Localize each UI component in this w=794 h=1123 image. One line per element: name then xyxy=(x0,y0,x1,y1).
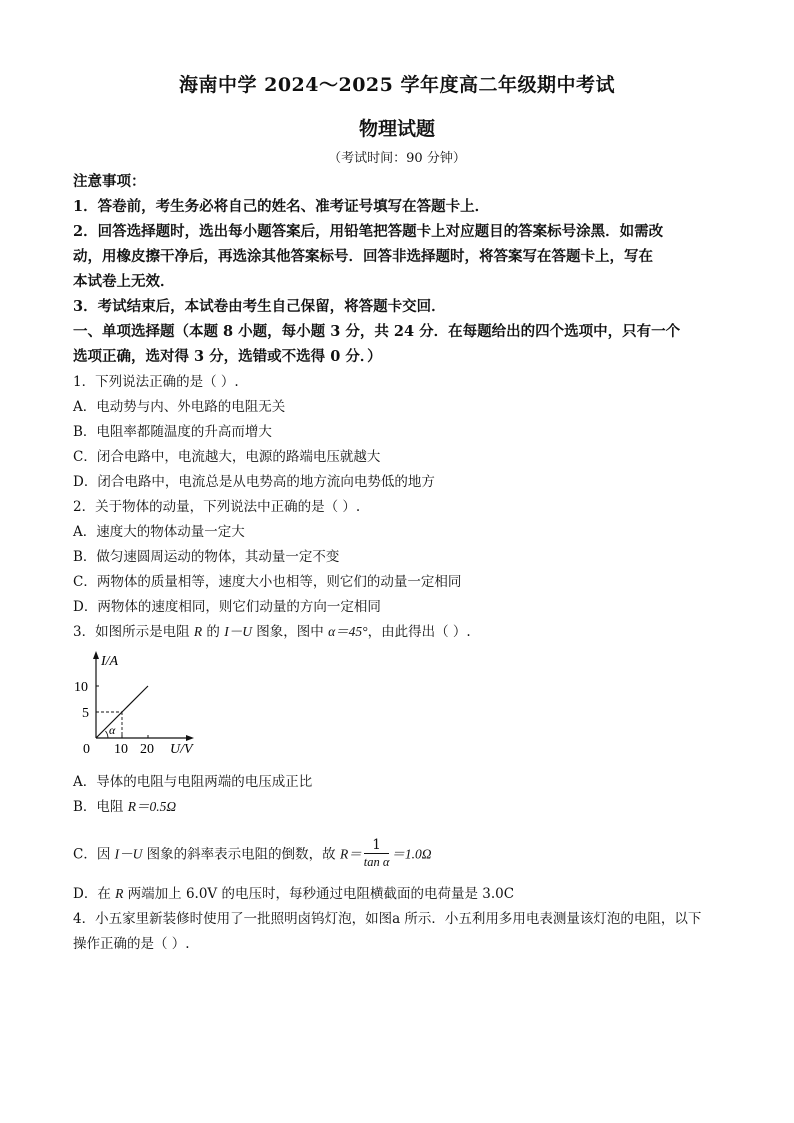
q1-option-a: A．电动势与内、外电路的电阻无关 xyxy=(73,399,286,415)
x-tick-label: 10 xyxy=(114,742,128,757)
q1-option-d: D．闭合电路中，电流总是从电势高的地方流向电势低的地方 xyxy=(73,474,435,490)
q3-stem-mid: 的 xyxy=(202,624,225,640)
q3-stem-pre: 3．如图所示是电阻 xyxy=(73,624,194,640)
q1-option-b: B．电阻率都随温度的升高而增大 xyxy=(73,424,272,440)
q3-c-denominator: tan α xyxy=(363,855,390,869)
note-3: 3．考试结束后，本试卷由考生自己保留，将答题卡交回． xyxy=(73,298,446,315)
q3-c-mid: 图象的斜率表示电阻的倒数，故 xyxy=(142,846,340,863)
q3-stem-r: R xyxy=(193,624,203,639)
q3-b-math: R＝0.5Ω xyxy=(127,799,177,814)
exam-title: 海南中学 2024～2025 学年度高二年级期中考试 xyxy=(179,74,615,96)
q2-stem: 2．关于物体的动量，下列说法中正确的是（ ）. xyxy=(73,499,361,515)
q2-option-d: D．两物体的速度相同，则它们动量的方向一定相同 xyxy=(73,599,381,615)
q3-c-value: ＝1.0Ω xyxy=(391,846,432,862)
q3-d-r: R xyxy=(115,886,124,901)
q3-c-iu: I－U xyxy=(114,846,143,862)
angle-arc xyxy=(106,731,109,738)
y-axis-label: I/A xyxy=(101,654,119,669)
x-axis-label: U/V xyxy=(170,742,193,757)
note-2-line1: 2．回答选择题时，选出每小题答案后，用铅笔把答题卡上对应题目的答案标号涂黑．如需改 xyxy=(73,223,664,240)
angle-label: α xyxy=(109,723,116,737)
q3-option-a: A．导体的电阻与电阻两端的电压成正比 xyxy=(73,774,313,790)
y-axis-arrow xyxy=(93,651,99,659)
q3-d-pre: D．在 xyxy=(73,886,116,902)
q3-b-pre: B．电阻 xyxy=(73,799,128,815)
q3-stem-mid2: 图象，图中 xyxy=(251,624,329,640)
exam-time: （考试时间：90 分钟） xyxy=(328,151,466,166)
q3-stem-post: ，由此得出（ ）. xyxy=(367,624,471,640)
q3-c-numerator: 1 xyxy=(364,837,390,854)
x-tick-label: 0 xyxy=(83,742,90,757)
q2-option-a: A．速度大的物体动量一定大 xyxy=(73,524,245,540)
x-axis-arrow xyxy=(186,735,194,741)
iu-graph xyxy=(72,645,212,760)
q3-stem-alpha: α＝45° xyxy=(328,624,368,639)
exam-subtitle: 物理试题 xyxy=(358,118,435,140)
q3-stem xyxy=(73,622,733,642)
note-2-line3: 本试卷上无效． xyxy=(73,273,175,290)
q4-stem-line2: 操作正确的是（ ）. xyxy=(73,936,190,952)
q3-option-b xyxy=(73,797,733,817)
y-tick-label: 5 xyxy=(82,706,89,721)
section1-line2: 选项正确，选对得 3 分，选错或不选得 0 分．） xyxy=(73,348,382,365)
q1-option-c: C．闭合电路中，电流越大，电源的路端电压就越大 xyxy=(73,449,381,465)
q1-stem: 1．下列说法正确的是（ ）. xyxy=(73,374,239,390)
note-1: 1．答卷前，考生务必将自己的姓名、准考证号填写在答题卡上． xyxy=(73,198,490,215)
q2-option-b: B．做匀速圆周运动的物体，其动量一定不变 xyxy=(73,549,340,565)
x-tick-label: 20 xyxy=(140,742,154,757)
q3-c-pre: C．因 xyxy=(73,846,115,863)
q2-option-c: C．两物体的质量相等，速度大小也相等，则它们的动量一定相同 xyxy=(73,574,462,590)
q3-option-d xyxy=(73,884,733,904)
section1-line1: 一、单项选择题（本题 8 小题，每小题 3 分，共 24 分．在每题给出的四个选项中，只有一个 xyxy=(73,323,681,340)
note-2-line2: 动，用橡皮擦干净后，再选涂其他答案标号．回答非选择题时，将答案写在答题卡上，写在 xyxy=(73,248,653,265)
q3-stem-iu: I－U xyxy=(224,624,252,639)
q3-c-r: R＝ xyxy=(339,846,362,862)
q3-c-fraction xyxy=(364,837,390,871)
q3-d-mid: 两端加上 6.0V 的电压时，每秒通过电阻横截面的电荷量是 3.0C xyxy=(123,886,515,902)
y-tick-label: 10 xyxy=(74,680,88,695)
q4-stem-line1: 4．小五家里新装修时使用了一批照明卤钨灯泡，如图a 所示．小五利用多用电表测量该灯泡的电阻，以下 xyxy=(73,911,702,927)
q3-option-c xyxy=(73,838,733,872)
notes-heading: 注意事项： xyxy=(73,173,146,190)
